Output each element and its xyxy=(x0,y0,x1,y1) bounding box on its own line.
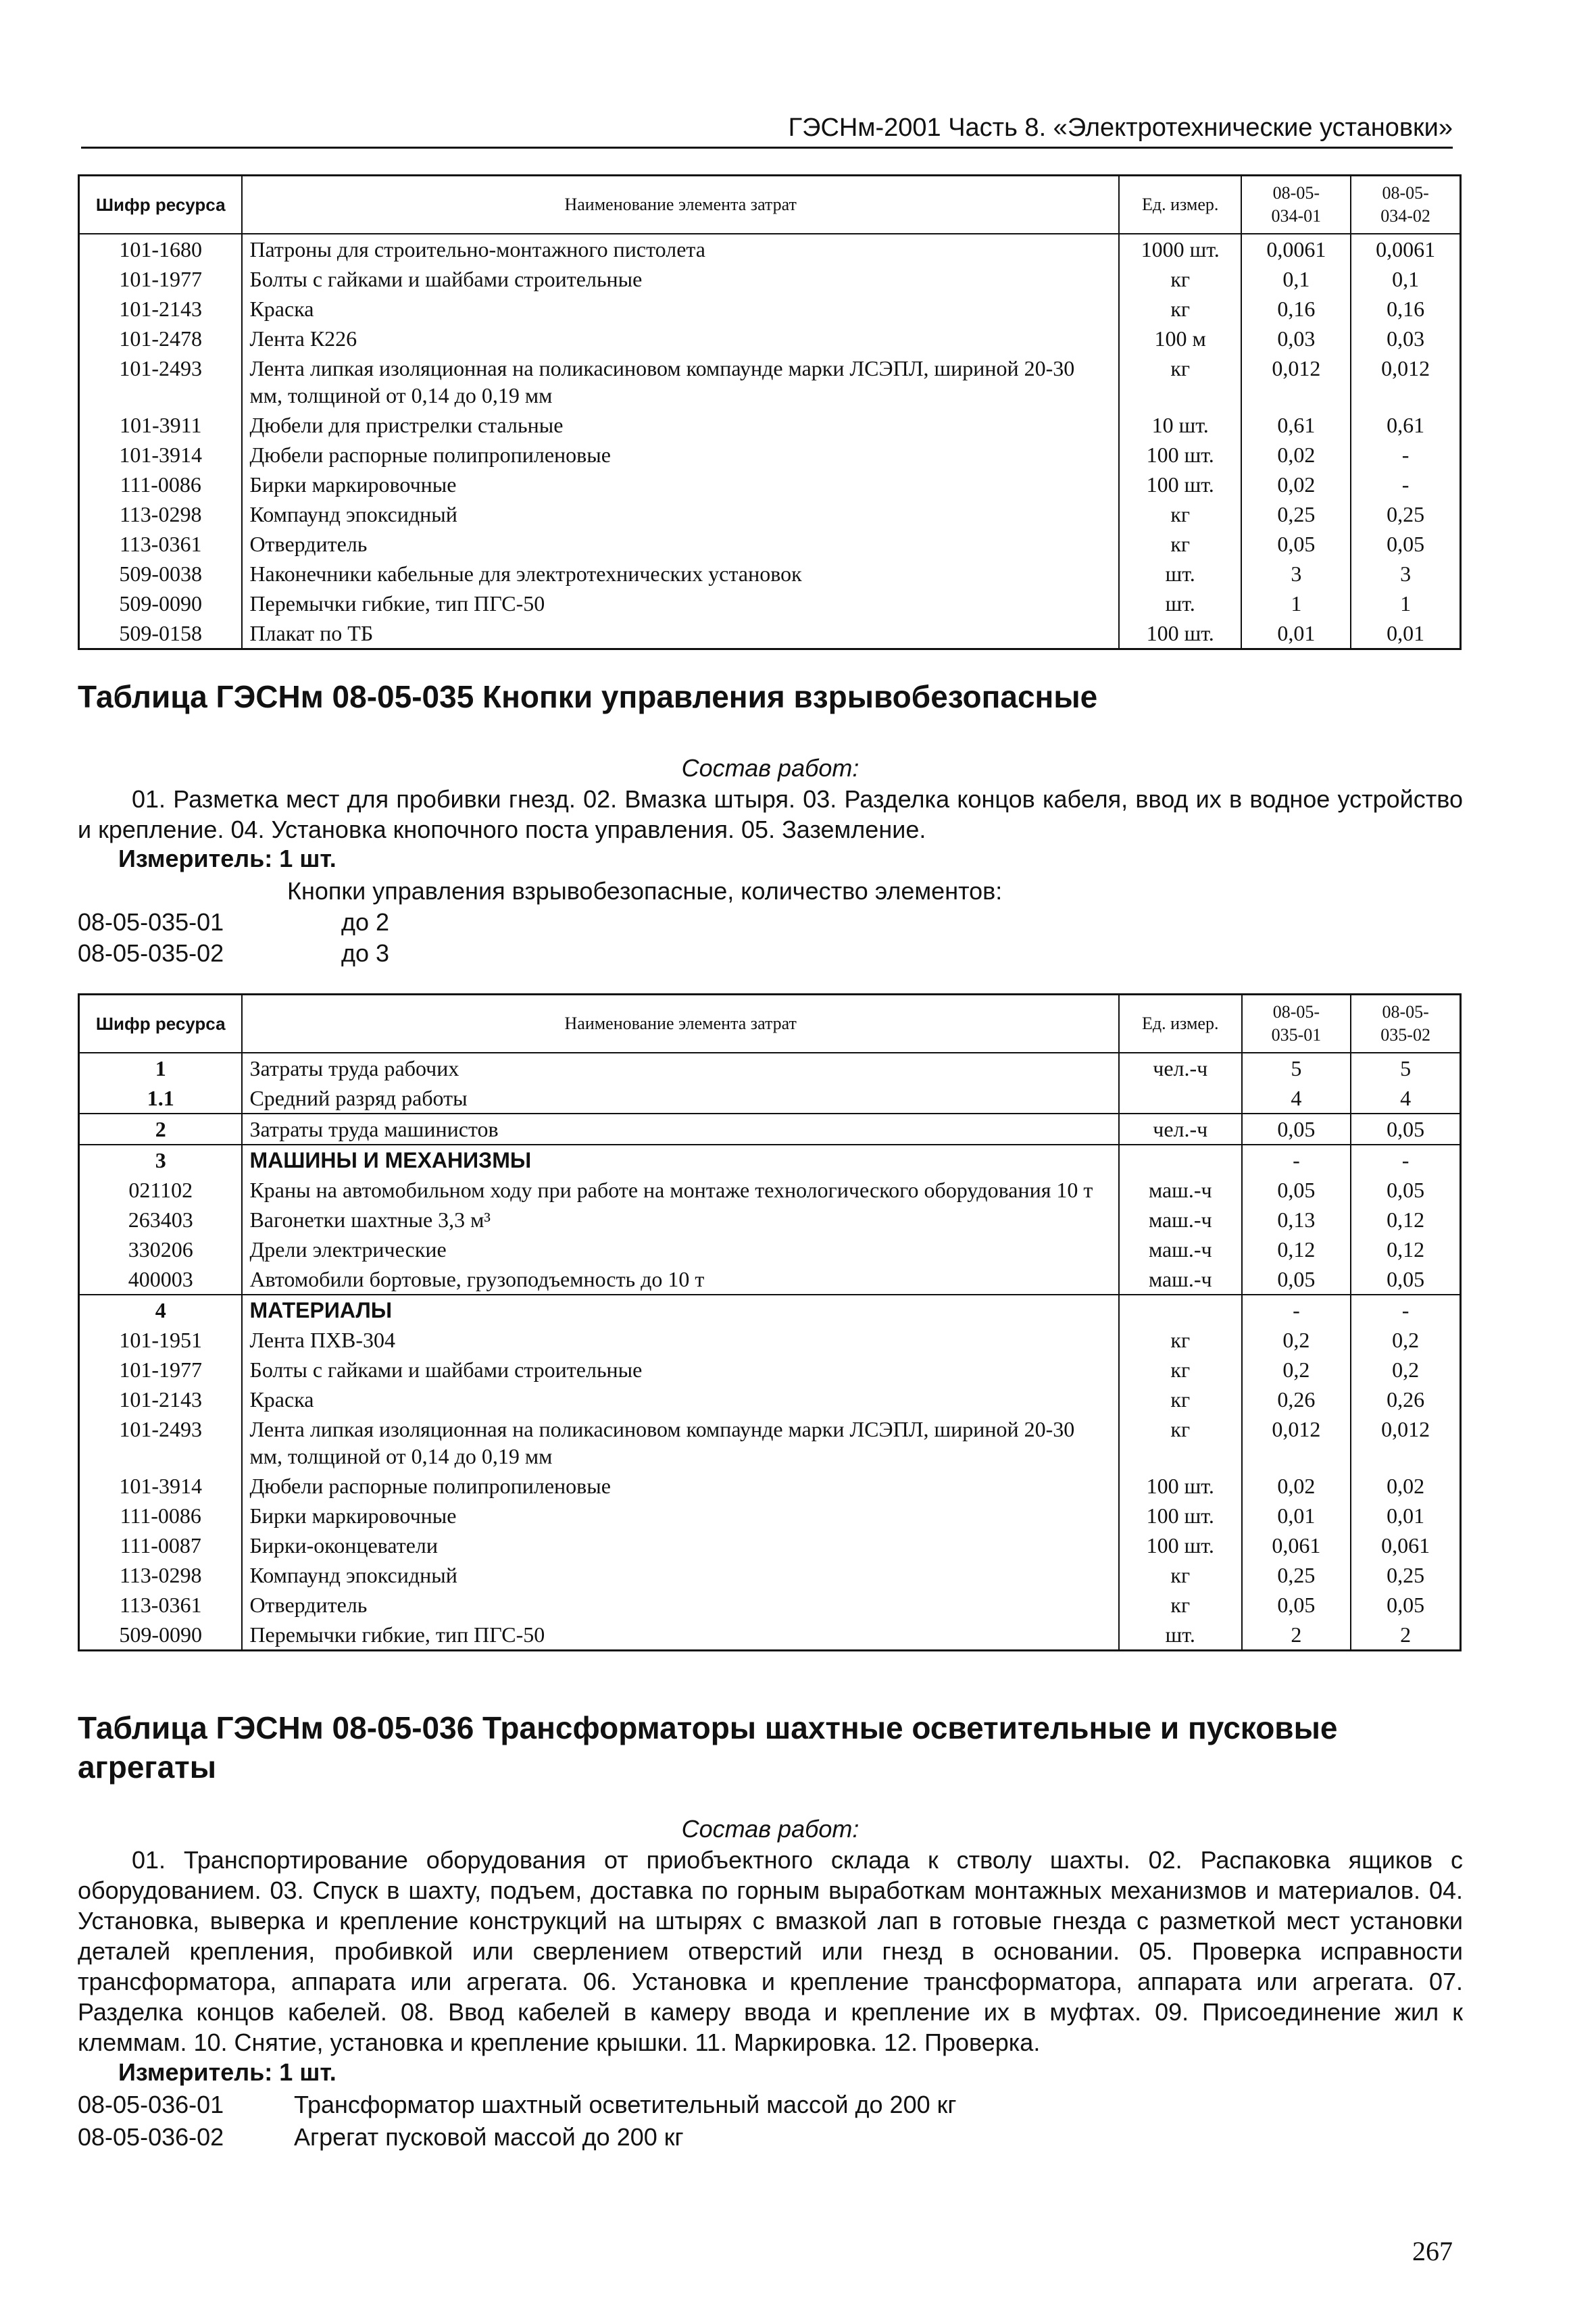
cell-unit: маш.-ч xyxy=(1119,1175,1242,1205)
cell-col1: 0,1 xyxy=(1241,264,1351,294)
cell-col2: 4 xyxy=(1351,1083,1460,1114)
cell-col2: 0,03 xyxy=(1351,324,1460,353)
composition-label-036: Состав работ: xyxy=(681,1815,859,1843)
composition-text-035: 01. Разметка мест для пробивки гнезд. 02. Вмазка штыря. 03. Разделка концов кабеля, ввод их в водное устройство и крепление. 04. Установка кнопочного поста управления. 05. Заземление. xyxy=(78,785,1463,843)
cell-unit: кг xyxy=(1119,1414,1242,1471)
cell-unit: 100 шт. xyxy=(1119,470,1242,499)
header-col2: 08-05- 034-02 xyxy=(1351,176,1460,234)
cell-col1: 0,02 xyxy=(1241,470,1351,499)
cell-col2: 0,01 xyxy=(1351,618,1460,649)
cell-name: Перемычки гибкие, тип ПГС-50 xyxy=(242,1620,1119,1651)
cell-unit: 100 шт. xyxy=(1119,618,1242,649)
cell-code: 113-0298 xyxy=(79,1560,243,1590)
cell-col1: 1 xyxy=(1241,589,1351,618)
cell-col2: 0,05 xyxy=(1351,1590,1460,1620)
table-row xyxy=(79,353,1461,410)
cell-col2: 0,61 xyxy=(1351,410,1460,440)
cell-code: 1 xyxy=(79,1053,243,1083)
cell-col2: 1 xyxy=(1351,589,1460,618)
cell-col2: 0,05 xyxy=(1351,1175,1460,1205)
cell-name: Дюбели для пристрелки стальные xyxy=(242,410,1118,440)
subtitle-035: Кнопки управления взрывобезопасные, количество элементов: xyxy=(287,877,1003,905)
page-number: 267 xyxy=(1412,2236,1453,2266)
table-row xyxy=(79,1355,1461,1385)
cell-name: Компаунд эпоксидный xyxy=(242,499,1118,529)
cell-unit: 100 шт. xyxy=(1119,1501,1242,1530)
header-name: Наименование элемента затрат xyxy=(242,176,1118,234)
meter-035: Измеритель: 1 шт. xyxy=(118,845,336,872)
cell-unit: 10 шт. xyxy=(1119,410,1242,440)
cell-code: 400003 xyxy=(79,1264,243,1295)
table-row xyxy=(79,1114,1461,1145)
cell-name: Болты с гайками и шайбами строительные xyxy=(242,264,1118,294)
variant-code-036-02: 08-05-036-02 xyxy=(78,2123,224,2151)
table-row xyxy=(79,440,1461,470)
table-row xyxy=(79,264,1461,294)
cell-unit: кг xyxy=(1119,353,1242,410)
header-col2: 08-05- 035-02 xyxy=(1351,995,1460,1053)
cell-name: Затраты труда машинистов xyxy=(242,1114,1119,1145)
cell-unit: шт. xyxy=(1119,589,1242,618)
cell-col1: 0,05 xyxy=(1242,1114,1351,1145)
cell-unit xyxy=(1119,1083,1242,1114)
cell-code: 509-0158 xyxy=(79,618,243,649)
cell-unit: 100 шт. xyxy=(1119,1471,1242,1501)
cell-code: 101-1977 xyxy=(79,264,243,294)
table-row xyxy=(79,1501,1461,1530)
cell-col2: 0,26 xyxy=(1351,1385,1460,1414)
cell-name: Наконечники кабельные для электротехнических установок xyxy=(242,559,1118,589)
cell-col1: 4 xyxy=(1242,1083,1351,1114)
cell-col1: 0,13 xyxy=(1242,1205,1351,1235)
cell-unit: кг xyxy=(1119,264,1242,294)
table-row xyxy=(79,1083,1461,1114)
table-header-row xyxy=(79,176,1461,234)
cell-col2: 0,2 xyxy=(1351,1325,1460,1355)
cell-col2: 0,05 xyxy=(1351,1114,1460,1145)
table-row xyxy=(79,618,1461,649)
header-name: Наименование элемента затрат xyxy=(242,995,1119,1053)
cell-unit: кг xyxy=(1119,1355,1242,1385)
cell-col1: 0,03 xyxy=(1241,324,1351,353)
cell-col2: 0,12 xyxy=(1351,1235,1460,1264)
cell-col2: 2 xyxy=(1351,1620,1460,1651)
cell-code: 101-2493 xyxy=(79,1414,243,1471)
cell-unit: кг xyxy=(1119,1590,1242,1620)
cell-col2: 0,25 xyxy=(1351,499,1460,529)
header-col1: 08-05- 035-01 xyxy=(1242,995,1351,1053)
cell-unit: кг xyxy=(1119,1325,1242,1355)
cell-col1: 0,012 xyxy=(1242,1414,1351,1471)
cell-code: 111-0086 xyxy=(79,1501,243,1530)
variant-desc-036-02: Агрегат пусковой массой до 200 кг xyxy=(294,2123,684,2151)
table-row xyxy=(79,1295,1461,1325)
table-row xyxy=(79,1530,1461,1560)
cell-col1: 3 xyxy=(1241,559,1351,589)
table-row xyxy=(79,589,1461,618)
table-row xyxy=(79,1145,1461,1175)
variant-code-035-02: 08-05-035-02 xyxy=(78,939,224,967)
cell-col1: 0,26 xyxy=(1242,1385,1351,1414)
cell-col1: - xyxy=(1242,1295,1351,1325)
cell-code: 101-2143 xyxy=(79,1385,243,1414)
variant-code-035-01: 08-05-035-01 xyxy=(78,908,224,936)
cell-name: Краска xyxy=(242,294,1118,324)
cell-unit: кг xyxy=(1119,529,1242,559)
cell-name: Бирки маркировочные xyxy=(242,470,1118,499)
cell-code: 101-1977 xyxy=(79,1355,243,1385)
cell-unit: маш.-ч xyxy=(1119,1264,1242,1295)
cell-code: 3 xyxy=(79,1145,243,1175)
cell-col2: 0,01 xyxy=(1351,1501,1460,1530)
cell-col1: 0,061 xyxy=(1242,1530,1351,1560)
header-col1: 08-05- 034-01 xyxy=(1241,176,1351,234)
cell-code: 111-0087 xyxy=(79,1530,243,1560)
table-row xyxy=(79,1590,1461,1620)
table-row xyxy=(79,324,1461,353)
cell-col1: 5 xyxy=(1242,1053,1351,1083)
cell-name: Патроны для строительно-монтажного пистолета xyxy=(242,234,1118,264)
cell-code: 101-3914 xyxy=(79,440,243,470)
variant-desc-036-01: Трансформатор шахтный осветительный массой до 200 кг xyxy=(294,2091,957,2118)
cell-code: 101-1951 xyxy=(79,1325,243,1355)
cell-code: 113-0361 xyxy=(79,1590,243,1620)
cell-col2: 0,1 xyxy=(1351,264,1460,294)
composition-label-035: Состав работ: xyxy=(681,754,859,782)
cell-code: 509-0090 xyxy=(79,589,243,618)
cell-unit: 100 шт. xyxy=(1119,1530,1242,1560)
cell-unit: кг xyxy=(1119,499,1242,529)
cell-col2: 0,0061 xyxy=(1351,234,1460,264)
table-row xyxy=(79,1205,1461,1235)
table-row xyxy=(79,1471,1461,1501)
cell-col2: 0,05 xyxy=(1351,1264,1460,1295)
cell-name: МАШИНЫ И МЕХАНИЗМЫ xyxy=(242,1145,1119,1175)
cell-code: 101-2493 xyxy=(79,353,243,410)
table-row xyxy=(79,470,1461,499)
cell-col1: 0,05 xyxy=(1242,1175,1351,1205)
cell-col1: - xyxy=(1242,1145,1351,1175)
cell-unit xyxy=(1119,1145,1242,1175)
cell-name: Вагонетки шахтные 3,3 м³ xyxy=(242,1205,1119,1235)
cell-name: Бирки-оконцеватели xyxy=(242,1530,1119,1560)
cell-name: Затраты труда рабочих xyxy=(242,1053,1119,1083)
table-row xyxy=(79,1560,1461,1590)
table-row xyxy=(79,529,1461,559)
cell-code: 4 xyxy=(79,1295,243,1325)
cell-code: 111-0086 xyxy=(79,470,243,499)
cell-col2: 5 xyxy=(1351,1053,1460,1083)
cell-unit: 100 шт. xyxy=(1119,440,1242,470)
table-row xyxy=(79,1620,1461,1651)
table-row xyxy=(79,499,1461,529)
table-row xyxy=(79,1264,1461,1295)
cell-name: Дрели электрические xyxy=(242,1235,1119,1264)
cell-col1: 2 xyxy=(1242,1620,1351,1651)
running-head: ГЭСНм-2001 Часть 8. «Электротехнические установки» xyxy=(81,114,1453,149)
meter-036: Измеритель: 1 шт. xyxy=(118,2058,336,2086)
cell-col2: 0,16 xyxy=(1351,294,1460,324)
cell-name: Дюбели распорные полипропиленовые xyxy=(242,1471,1119,1501)
cell-name: Бирки маркировочные xyxy=(242,1501,1119,1530)
cell-unit xyxy=(1119,1295,1242,1325)
variant-desc-035-01: до 2 xyxy=(341,908,390,936)
cell-col1: 0,02 xyxy=(1241,440,1351,470)
cell-name: Отвердитель xyxy=(242,1590,1119,1620)
table-row xyxy=(79,294,1461,324)
table-row xyxy=(79,410,1461,440)
cell-col1: 0,05 xyxy=(1241,529,1351,559)
resource-table-035 xyxy=(78,993,1462,1651)
cell-unit: маш.-ч xyxy=(1119,1205,1242,1235)
cell-code: 113-0361 xyxy=(79,529,243,559)
cell-code: 021102 xyxy=(79,1175,243,1205)
cell-name: Автомобили бортовые, грузоподъемность до 10 т xyxy=(242,1264,1119,1295)
table-header-row xyxy=(79,995,1461,1053)
cell-unit: кг xyxy=(1119,294,1242,324)
cell-col1: 0,0061 xyxy=(1241,234,1351,264)
cell-col1: 0,2 xyxy=(1242,1355,1351,1385)
cell-col2: 0,05 xyxy=(1351,529,1460,559)
table-row xyxy=(79,1325,1461,1355)
header-unit: Ед. измер. xyxy=(1119,176,1242,234)
cell-col1: 0,12 xyxy=(1242,1235,1351,1264)
cell-col1: 0,61 xyxy=(1241,410,1351,440)
section-035-title: Таблица ГЭСНм 08-05-035 Кнопки управления взрывобезопасные xyxy=(78,679,1098,714)
table-row xyxy=(79,559,1461,589)
cell-col2: - xyxy=(1351,1145,1460,1175)
cell-code: 509-0038 xyxy=(79,559,243,589)
cell-col1: 0,02 xyxy=(1242,1471,1351,1501)
cell-col2: 0,2 xyxy=(1351,1355,1460,1385)
header-code: Шифр ресурса xyxy=(79,176,243,234)
cell-name: Дюбели распорные полипропиленовые xyxy=(242,440,1118,470)
cell-name: Компаунд эпоксидный xyxy=(242,1560,1119,1590)
cell-name: Лента ПХВ-304 xyxy=(242,1325,1119,1355)
header-code: Шифр ресурса xyxy=(79,995,243,1053)
table-row xyxy=(79,1414,1461,1471)
cell-unit: 100 м xyxy=(1119,324,1242,353)
section-036-title: Таблица ГЭСНм 08-05-036 Трансформаторы шахтные осветительные и пусковые агрегаты xyxy=(78,1710,1338,1785)
cell-code: 263403 xyxy=(79,1205,243,1235)
cell-name: Краны на автомобильном ходу при работе на монтаже технологического оборудования 10 т xyxy=(242,1175,1119,1205)
cell-unit: кг xyxy=(1119,1385,1242,1414)
cell-name: Средний разряд работы xyxy=(242,1083,1119,1114)
variant-desc-035-02: до 3 xyxy=(341,939,390,967)
cell-col1: 0,2 xyxy=(1242,1325,1351,1355)
cell-col2: 3 xyxy=(1351,559,1460,589)
cell-col2: 0,12 xyxy=(1351,1205,1460,1235)
table-row xyxy=(79,1385,1461,1414)
cell-unit: шт. xyxy=(1119,559,1242,589)
cell-name: Отвердитель xyxy=(242,529,1118,559)
cell-col2: - xyxy=(1351,440,1460,470)
cell-col1: 0,05 xyxy=(1242,1264,1351,1295)
variant-code-036-01: 08-05-036-01 xyxy=(78,2091,224,2118)
resource-table-034 xyxy=(78,174,1462,650)
cell-col1: 0,25 xyxy=(1242,1560,1351,1590)
cell-code: 2 xyxy=(79,1114,243,1145)
cell-unit: чел.-ч xyxy=(1119,1053,1242,1083)
cell-code: 101-1680 xyxy=(79,234,243,264)
cell-code: 330206 xyxy=(79,1235,243,1264)
cell-col2: 0,012 xyxy=(1351,1414,1460,1471)
cell-col1: 0,012 xyxy=(1241,353,1351,410)
cell-name: МАТЕРИАЛЫ xyxy=(242,1295,1119,1325)
table-row xyxy=(79,1235,1461,1264)
composition-text-036: 01. Транспортирование оборудования от приобъектного склада к стволу шахты. 02. Распаковка ящиков с оборудованием. 03. Спуск в шахту, подъем, доставка по горным выработкам монтажных механизмов и материалов. 04. Установка, выверка и крепление конструкций на штырях с вмазкой лап в готовые гнезда с разметкой мест установки деталей крепления, пробивкой или сверлением отверстий или гнезд в основании. 05. Проверка исправности трансформатора, аппарата или агрегата. 06. Установка и крепление трансформатора, аппарата или агрегата. 07. Разделка концов кабелей. 08. Ввод кабелей в камеру ввода и крепление их в муфтах. 09. Присоединение жил к клеммам. 10. Снятие, установка и крепление крышки. 11. Маркировка. 12. Проверка. xyxy=(78,1846,1463,2056)
cell-name: Лента К226 xyxy=(242,324,1118,353)
table-row xyxy=(79,1053,1461,1083)
cell-col1: 0,01 xyxy=(1241,618,1351,649)
cell-name: Лента липкая изоляционная на поликасиновом компаунде марки ЛСЭПЛ, шириной 20-30 мм, толщиной от 0,14 до 0,19 мм xyxy=(242,1414,1119,1471)
cell-col1: 0,01 xyxy=(1242,1501,1351,1530)
cell-unit: 1000 шт. xyxy=(1119,234,1242,264)
cell-code: 101-3911 xyxy=(79,410,243,440)
cell-unit: кг xyxy=(1119,1560,1242,1590)
cell-unit: чел.-ч xyxy=(1119,1114,1242,1145)
cell-code: 113-0298 xyxy=(79,499,243,529)
cell-col2: 0,25 xyxy=(1351,1560,1460,1590)
cell-col1: 0,25 xyxy=(1241,499,1351,529)
cell-unit: маш.-ч xyxy=(1119,1235,1242,1264)
cell-col2: - xyxy=(1351,1295,1460,1325)
cell-code: 1.1 xyxy=(79,1083,243,1114)
cell-col1: 0,05 xyxy=(1242,1590,1351,1620)
cell-name: Перемычки гибкие, тип ПГС-50 xyxy=(242,589,1118,618)
cell-name: Краска xyxy=(242,1385,1119,1414)
cell-name: Лента липкая изоляционная на поликасиновом компаунде марки ЛСЭПЛ, шириной 20-30 мм, толщиной от 0,14 до 0,19 мм xyxy=(242,353,1118,410)
cell-col2: 0,012 xyxy=(1351,353,1460,410)
cell-col2: 0,02 xyxy=(1351,1471,1460,1501)
cell-col2: 0,061 xyxy=(1351,1530,1460,1560)
cell-code: 101-2143 xyxy=(79,294,243,324)
table-row xyxy=(79,234,1461,264)
cell-col2: - xyxy=(1351,470,1460,499)
table-row xyxy=(79,1175,1461,1205)
cell-name: Плакат по ТБ xyxy=(242,618,1118,649)
cell-code: 101-2478 xyxy=(79,324,243,353)
header-unit: Ед. измер. xyxy=(1119,995,1242,1053)
cell-name: Болты с гайками и шайбами строительные xyxy=(242,1355,1119,1385)
cell-unit: шт. xyxy=(1119,1620,1242,1651)
cell-code: 101-3914 xyxy=(79,1471,243,1501)
cell-code: 509-0090 xyxy=(79,1620,243,1651)
cell-col1: 0,16 xyxy=(1241,294,1351,324)
